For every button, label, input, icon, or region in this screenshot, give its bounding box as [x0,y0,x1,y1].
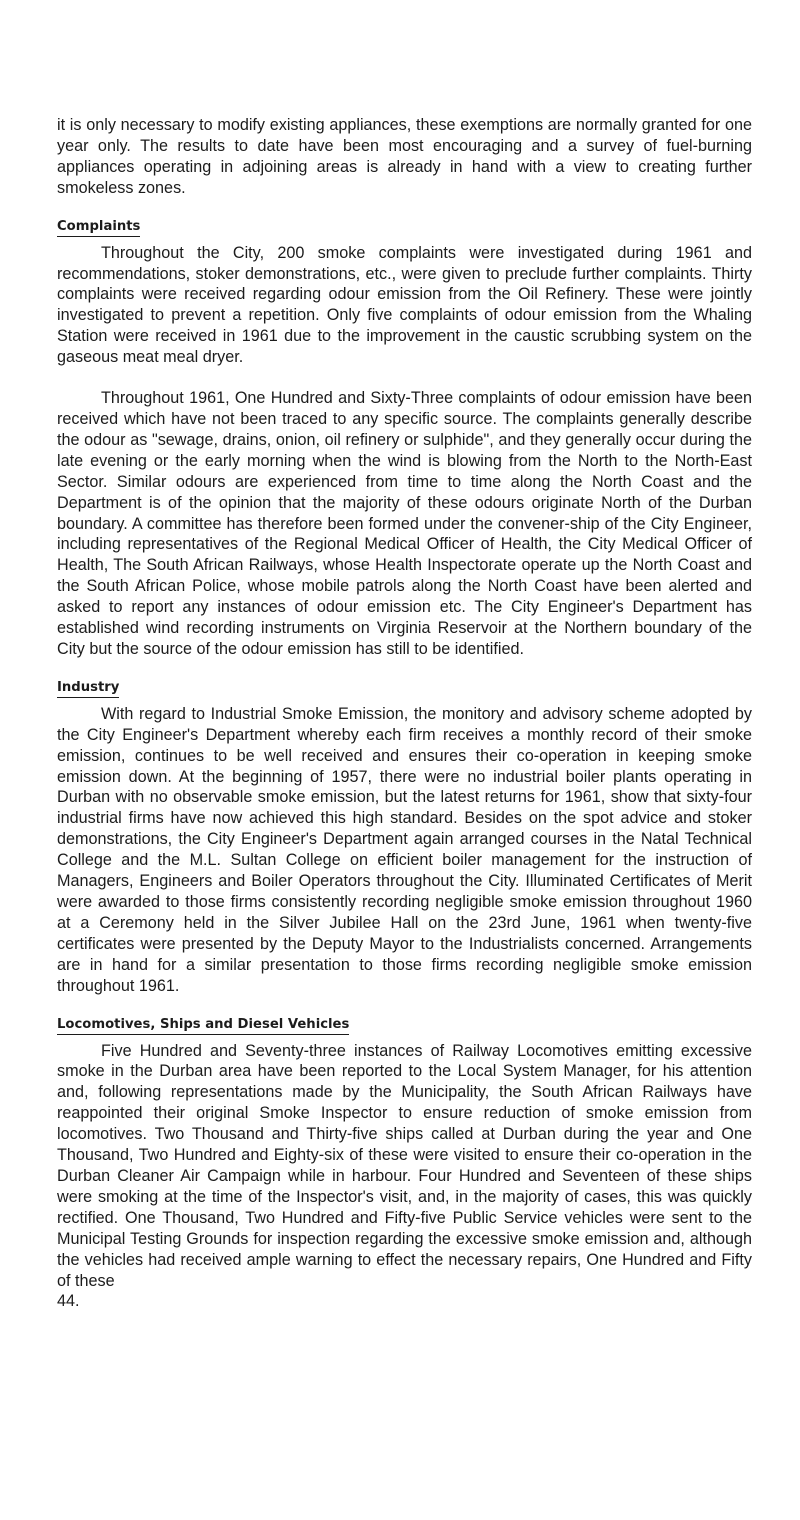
section-heading-complaints: Complaints [57,218,140,237]
complaints-paragraph-1: Throughout the City, 200 smoke complaints were investigated during 1961 and recommendations, stoker demonstrations, etc., were given to preclude further complaints. Thirty complaints were received regarding odour emission from the Oil Refinery. These were jointly investigated to prevent a repetition. Only five complaints of odour emission from the Whaling Station were received in 1961 due to the improvement in the caustic scrubbing system on the gaseous meat meal dryer. [57,243,752,367]
section-heading-locomotives: Locomotives, Ships and Diesel Vehicles [57,1016,349,1035]
locomotives-paragraph-1: Five Hundred and Seventy-three instances of Railway Locomotives emitting excessive smoke in the Durban area have been reported to the Local System Manager, for his attention and, following representations made by the Municipality, the South African Railways have reappointed their original Smoke Inspector to ensure reduction of smoke emission from locomotives. Two Thousand and Thirty-five ships called at Durban during the year and One Thousand, Two Hundred and Eighty-six of these were visited to ensure their co-operation in the Durban Cleaner Air Campaign while in harbour. Four Hundred and Seventeen of these ships were smoking at the time of the Inspector's visit, and, in the majority of cases, this was quickly rectified. One Thousand, Two Hundred and Fifty-five Public Service vehicles were sent to the Municipal Testing Grounds for inspection regarding the excessive smoke emission and, although the vehicles had received ample warning to effect the necessary repairs, One Hundred and Fifty of these [57,1041,752,1290]
section-industry [57,678,752,698]
intro-paragraph: it is only necessary to modify existing appliances, these exemptions are normally granted for one year only. The results to date have been most encouraging and a survey of fuel-burning appliances operating in adjoining areas is already in hand with a view to creating further smokeless zones. [57,116,752,197]
section-locomotives [57,1015,752,1035]
section-complaints [57,217,752,237]
page-number: 44. [57,1292,80,1311]
text-column [57,115,752,1312]
industry-paragraph-1: With regard to Industrial Smoke Emission, the monitory and advisory scheme adopted by the City Engineer's Department whereby each firm receives a monthly record of their smoke emission, continues to be well received and ensures their co-operation in keeping smoke emission down. At the beginning of 1957, there were no industrial boiler plants operating in Durban with no observable smoke emission, but the latest returns for 1961, show that sixty-four industrial firms have now achieved this high standard. Besides on the spot advice and stoker demonstrations, the City Engineer's Department again arranged courses in the Natal Technical College and the M.L. Sultan College on efficient boiler management for the instruction of Managers, Engineers and Boiler Operators throughout the City. Illuminated Certificates of Merit were awarded to those firms consistently recording negligible smoke emission throughout 1960 at a Ceremony held in the Silver Jubilee Hall on the 23rd June, 1961 when twenty-five certificates were presented by the Deputy Mayor to the Industrialists concerned. Arrangements are in hand for a similar presentation to those firms recording negligible smoke emission throughout 1961. [57,704,752,995]
complaints-paragraph-2: Throughout 1961, One Hundred and Sixty-Three complaints of odour emission have been received which have not been traced to any specific source. The complaints generally describe the odour as "sewage, drains, onion, oil refinery or sulphide", and they generally occur during the late evening or the early morning when the wind is blowing from the North to the North-East Sector. Similar odours are experienced from time to time along the North Coast and the Department is of the opinion that the majority of these odours originate North of the Durban boundary. A committee has therefore been formed under the convener-ship of the City Engineer, including representatives of the Regional Medical Officer of Health, the City Medical Officer of Health, The South African Railways, whose Health Inspectorate operate up the North Coast and the South African Police, whose mobile patrols along the North Coast have been alerted and asked to report any instances of odour emission etc. The City Engineer's Department has established wind recording instruments on Virginia Reservoir at the Northern boundary of the City but the source of the odour emission has still to be identified. [57,389,752,658]
section-heading-industry: Industry [57,679,119,698]
